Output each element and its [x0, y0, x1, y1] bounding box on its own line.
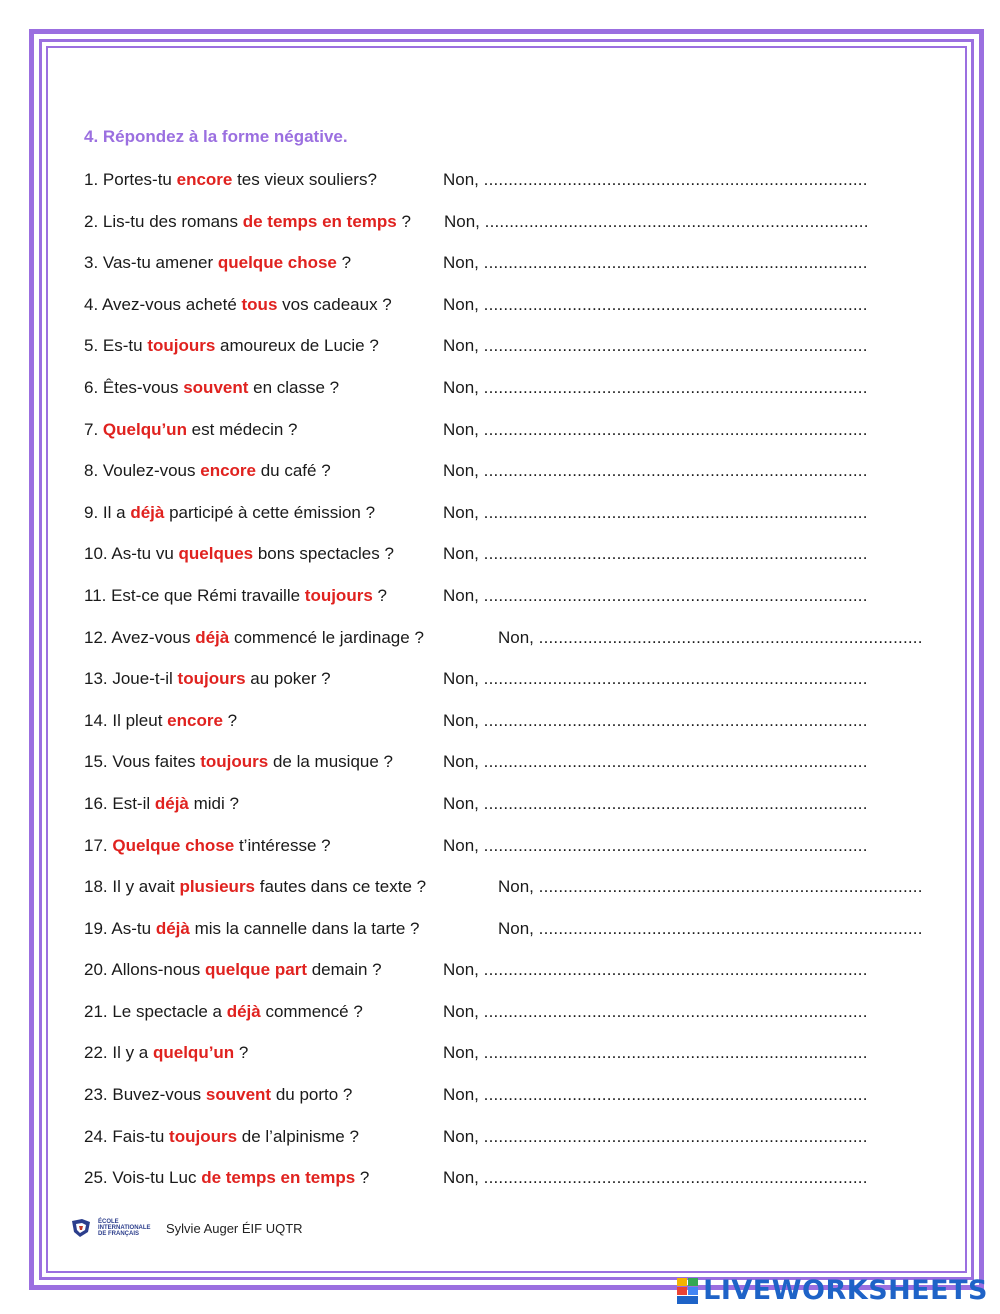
question-suffix: bons spectacles ? — [253, 544, 394, 564]
answer-line[interactable] — [443, 998, 868, 1026]
answer-blank[interactable]: .............................................................................. — [483, 960, 868, 980]
question-suffix: du porto ? — [271, 1085, 353, 1105]
question-row — [84, 998, 944, 1040]
liveworksheets-wordmark: LIVEWORKSHEETS — [703, 1275, 988, 1306]
question-row — [84, 790, 944, 832]
question-prefix: 1. Portes-tu — [84, 170, 177, 189]
question-keyword: souvent — [183, 377, 249, 397]
question-keyword: quelqu’un — [152, 1043, 235, 1063]
question-keyword: de temps en temps — [242, 211, 397, 231]
question-suffix: mis la cannelle dans la tarte ? — [189, 918, 420, 938]
question-row — [84, 208, 944, 250]
answer-blank[interactable]: .............................................................................. — [483, 1126, 868, 1146]
answer-prefix: Non, — [443, 377, 484, 397]
question-row — [84, 540, 944, 582]
question-suffix: t’intéresse ? — [234, 835, 331, 855]
question-text — [84, 707, 237, 735]
answer-prefix: Non, — [498, 918, 539, 938]
question-prefix: 4. Avez-vous acheté — [84, 294, 242, 314]
question-row — [84, 291, 944, 333]
answer-line[interactable] — [443, 166, 868, 194]
question-row — [84, 582, 944, 624]
question-keyword: quelques — [178, 544, 254, 564]
answer-blank[interactable]: .............................................................................. — [483, 461, 868, 481]
question-keyword: toujours — [147, 336, 216, 356]
question-row — [84, 1081, 944, 1123]
question-suffix: tes vieux souliers? — [232, 170, 377, 189]
answer-blank[interactable]: .............................................................................. — [483, 710, 868, 730]
question-prefix: 5. Es-tu — [84, 336, 148, 356]
answer-line[interactable] — [498, 624, 923, 652]
question-row — [84, 499, 944, 541]
answer-blank[interactable]: .............................................................................. — [483, 336, 868, 356]
answer-line[interactable] — [443, 790, 868, 818]
answer-line[interactable] — [443, 832, 868, 860]
school-logo-text: ÉCOLE INTERNATIONALE DE FRANÇAIS — [98, 1219, 151, 1237]
question-text — [84, 1039, 248, 1067]
question-row — [84, 1164, 944, 1206]
answer-line[interactable] — [443, 540, 868, 568]
answer-blank[interactable]: .............................................................................. — [484, 211, 869, 231]
question-suffix: ? — [222, 710, 238, 730]
question-row — [84, 332, 944, 374]
answer-prefix: Non, — [443, 253, 484, 273]
question-text — [84, 166, 377, 194]
question-prefix: 2. Lis-tu des romans — [84, 211, 243, 231]
question-prefix: 12. Avez-vous — [84, 627, 196, 647]
answer-line[interactable] — [443, 707, 868, 735]
answer-blank[interactable]: .............................................................................. — [483, 752, 868, 772]
question-text — [84, 1123, 359, 1151]
answer-blank[interactable]: .............................................................................. — [483, 419, 868, 439]
liveworksheets-brand — [677, 1275, 988, 1306]
answer-blank[interactable]: .............................................................................. — [538, 918, 923, 938]
question-suffix: midi ? — [188, 793, 239, 813]
question-row — [84, 374, 944, 416]
question-suffix: fautes dans ce texte ? — [255, 877, 427, 897]
answer-prefix: Non, — [443, 669, 484, 689]
answer-blank[interactable]: .............................................................................. — [483, 544, 868, 564]
answer-line[interactable] — [443, 956, 868, 984]
answer-line[interactable] — [443, 457, 868, 485]
question-prefix: 23. Buvez-vous — [84, 1085, 206, 1105]
answer-prefix: Non, — [443, 502, 484, 522]
answer-prefix: Non, — [443, 1001, 484, 1021]
question-prefix: 22. Il y a — [84, 1043, 153, 1063]
answer-blank[interactable]: .............................................................................. — [483, 669, 868, 689]
answer-blank[interactable]: .............................................................................. — [483, 253, 868, 273]
question-text — [84, 416, 298, 444]
question-suffix: ? — [355, 1168, 370, 1188]
question-keyword: encore — [167, 710, 223, 730]
question-keyword: toujours — [304, 585, 373, 605]
answer-line[interactable] — [498, 915, 923, 943]
question-text — [84, 291, 392, 319]
answer-line[interactable] — [443, 1123, 868, 1151]
answer-prefix: Non, — [443, 1126, 484, 1146]
answer-prefix: Non, — [444, 211, 485, 231]
question-text — [84, 1164, 369, 1192]
answer-prefix: Non, — [443, 793, 484, 813]
question-suffix: commencé le jardinage ? — [229, 627, 424, 647]
answer-prefix: Non, — [443, 170, 484, 189]
question-text — [84, 208, 411, 236]
answer-line[interactable] — [443, 332, 868, 360]
question-prefix: 21. Le spectacle a — [84, 1001, 227, 1021]
answer-blank[interactable]: .............................................................................. — [483, 170, 868, 189]
answer-blank[interactable]: .............................................................................. — [483, 1043, 868, 1063]
question-prefix: 9. Il a — [84, 502, 131, 522]
question-suffix: en classe ? — [248, 377, 340, 397]
answer-line[interactable] — [443, 291, 868, 319]
question-keyword: encore — [200, 461, 256, 481]
question-row — [84, 166, 944, 208]
question-keyword: déjà — [130, 502, 165, 522]
question-suffix: de l’alpinisme ? — [237, 1126, 359, 1146]
question-list — [84, 166, 944, 1206]
liveworksheets-logo-icon — [677, 1278, 699, 1304]
question-text — [84, 540, 394, 568]
answer-prefix: Non, — [443, 544, 484, 564]
question-prefix: 17. — [84, 835, 113, 855]
answer-line[interactable] — [498, 873, 923, 901]
question-suffix: vos cadeaux ? — [277, 294, 392, 314]
answer-line[interactable] — [443, 665, 868, 693]
answer-blank[interactable]: .............................................................................. — [483, 377, 868, 397]
answer-line[interactable] — [444, 208, 869, 236]
answer-line[interactable] — [443, 748, 868, 776]
answer-prefix: Non, — [443, 585, 484, 605]
question-keyword: de temps en temps — [201, 1168, 356, 1188]
question-text — [84, 374, 339, 402]
answer-blank[interactable]: .............................................................................. — [483, 502, 868, 522]
question-row — [84, 873, 944, 915]
answer-prefix: Non, — [443, 461, 484, 481]
question-prefix: 13. Joue-t-il — [84, 669, 178, 689]
answer-prefix: Non, — [443, 960, 484, 980]
question-prefix: 24. Fais-tu — [84, 1126, 170, 1146]
question-row — [84, 457, 944, 499]
answer-blank[interactable]: .............................................................................. — [483, 585, 868, 605]
answer-prefix: Non, — [443, 1043, 484, 1063]
answer-prefix: Non, — [443, 752, 484, 772]
question-keyword: encore — [176, 170, 233, 189]
question-text — [84, 665, 331, 693]
question-row — [84, 748, 944, 790]
question-keyword: toujours — [169, 1126, 238, 1146]
answer-line[interactable] — [443, 1164, 868, 1192]
question-row — [84, 1039, 944, 1081]
question-prefix: 19. As-tu — [84, 918, 156, 938]
answer-prefix: Non, — [498, 627, 539, 647]
question-prefix: 20. Allons-nous — [84, 960, 205, 980]
question-suffix: au poker ? — [245, 669, 331, 689]
answer-blank[interactable]: .............................................................................. — [538, 627, 923, 647]
question-text — [84, 332, 379, 360]
question-prefix: 18. Il y avait — [84, 877, 180, 897]
question-prefix: 25. Vois-tu Luc — [84, 1168, 202, 1188]
question-text — [84, 915, 419, 943]
answer-blank[interactable]: .............................................................................. — [483, 835, 868, 855]
question-row — [84, 832, 944, 874]
answer-prefix: Non, — [443, 710, 484, 730]
question-text — [84, 956, 382, 984]
question-row — [84, 915, 944, 957]
answer-blank[interactable]: .............................................................................. — [538, 877, 923, 897]
question-keyword: déjà — [155, 918, 190, 938]
question-text — [84, 624, 424, 652]
question-prefix: 3. Vas-tu amener — [84, 253, 218, 273]
question-keyword: déjà — [154, 793, 189, 813]
question-keyword: souvent — [205, 1085, 272, 1105]
question-prefix: 7. — [84, 419, 103, 439]
question-suffix: demain ? — [306, 960, 382, 980]
footer — [70, 1218, 303, 1238]
school-logo-icon — [70, 1218, 92, 1238]
question-suffix: du café ? — [256, 461, 331, 481]
question-prefix: 14. Il pleut — [84, 710, 168, 730]
question-text — [84, 873, 426, 901]
answer-line[interactable] — [443, 1039, 868, 1067]
question-keyword: tous — [241, 294, 278, 314]
question-suffix: ? — [336, 253, 352, 273]
question-suffix: ? — [396, 211, 411, 231]
question-suffix: est médecin ? — [186, 419, 298, 439]
answer-prefix: Non, — [443, 1168, 484, 1188]
answer-line[interactable] — [443, 582, 868, 610]
question-text — [84, 499, 375, 527]
question-prefix: 10. As-tu vu — [84, 544, 179, 564]
question-suffix: amoureux de Lucie ? — [215, 336, 379, 356]
question-keyword: quelque part — [204, 960, 307, 980]
question-text — [84, 998, 363, 1026]
question-keyword: Quelque chose — [112, 835, 235, 855]
question-row — [84, 707, 944, 749]
question-text — [84, 832, 331, 860]
answer-line[interactable] — [443, 499, 868, 527]
question-keyword: toujours — [200, 752, 269, 772]
answer-blank[interactable]: .............................................................................. — [483, 793, 868, 813]
question-row — [84, 956, 944, 998]
answer-line[interactable] — [443, 374, 868, 402]
answer-prefix: Non, — [443, 1085, 484, 1105]
question-prefix: 16. Est-il — [84, 793, 155, 813]
answer-prefix: Non, — [498, 877, 539, 897]
exercise-heading: 4. Répondez à la forme négative. — [84, 127, 348, 146]
answer-blank[interactable]: .............................................................................. — [483, 1168, 868, 1188]
question-text — [84, 790, 239, 818]
answer-blank[interactable]: .............................................................................. — [483, 294, 868, 314]
answer-line[interactable] — [443, 416, 868, 444]
question-suffix: ? — [372, 585, 387, 605]
question-text — [84, 457, 331, 485]
question-suffix: de la musique ? — [268, 752, 393, 772]
answer-prefix: Non, — [443, 419, 484, 439]
question-text — [84, 748, 393, 776]
question-row — [84, 624, 944, 666]
answer-line[interactable] — [443, 249, 868, 277]
question-keyword: déjà — [195, 627, 230, 647]
question-text — [84, 1081, 352, 1109]
answer-blank[interactable]: .............................................................................. — [483, 1001, 868, 1021]
question-prefix: 8. Voulez-vous — [84, 461, 201, 481]
question-suffix: commencé ? — [260, 1001, 363, 1021]
answer-prefix: Non, — [443, 336, 484, 356]
answer-line[interactable] — [443, 1081, 868, 1109]
question-text — [84, 582, 387, 610]
author-credit: Sylvie Auger ÉIF UQTR — [166, 1220, 303, 1236]
question-keyword: toujours — [177, 669, 246, 689]
question-row — [84, 249, 944, 291]
question-row — [84, 1123, 944, 1165]
question-keyword: déjà — [226, 1001, 261, 1021]
answer-prefix: Non, — [443, 835, 484, 855]
question-row — [84, 416, 944, 458]
question-suffix: ? — [234, 1043, 249, 1063]
question-text — [84, 249, 351, 277]
question-keyword: quelque chose — [217, 253, 337, 273]
question-row — [84, 665, 944, 707]
question-keyword: plusieurs — [179, 877, 256, 897]
answer-blank[interactable]: .............................................................................. — [483, 1085, 868, 1105]
question-keyword: Quelqu’un — [102, 419, 187, 439]
question-prefix: 15. Vous faites — [84, 752, 201, 772]
answer-prefix: Non, — [443, 294, 484, 314]
question-prefix: 11. Est-ce que Rémi travaille — [84, 585, 305, 605]
question-suffix: participé à cette émission ? — [164, 502, 376, 522]
question-prefix: 6. Êtes-vous — [84, 377, 184, 397]
